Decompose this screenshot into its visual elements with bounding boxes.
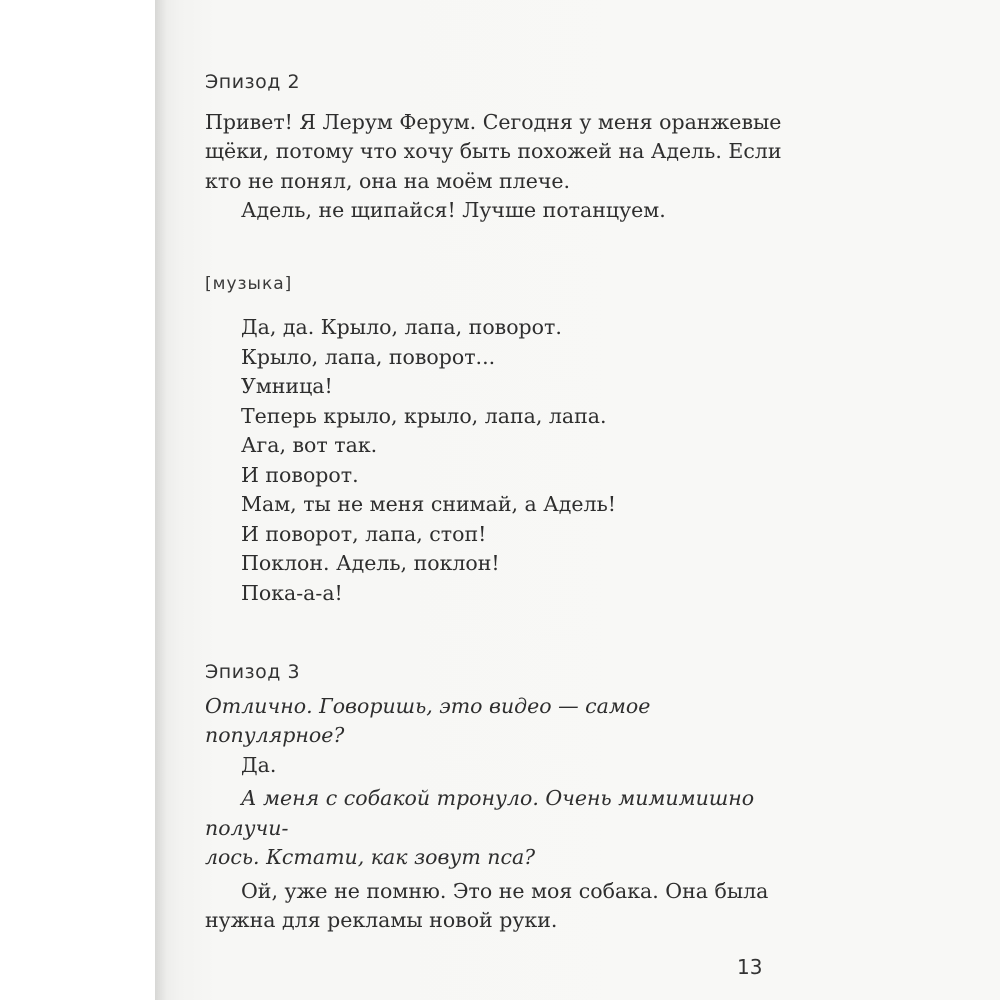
dance-line: Поклон. Адель, поклон! <box>241 551 500 575</box>
page-number: 13 <box>737 955 763 979</box>
interviewer-question: Отлично. Говоришь, это видео — самое популярное? <box>205 693 651 747</box>
intro-line: Привет! Я Лерум Ферум. Сегодня у меня оранжевые <box>205 109 782 134</box>
dance-line: И поворот, лапа, стоп! <box>241 521 487 546</box>
dance-line: Крыло, лапа, поворот... <box>241 344 496 369</box>
spacer <box>205 226 785 270</box>
dance-lines <box>205 313 785 608</box>
spacer <box>205 608 785 658</box>
answer-line: нужна для рекламы новой руки. <box>205 908 558 932</box>
dance-line: Мам, ты не меня снимай, а Адель! <box>241 492 616 516</box>
dance-line: Да, да. Крыло, лапа, поворот. <box>241 315 562 339</box>
page-text <box>205 68 785 936</box>
spine-shadow <box>155 0 167 1000</box>
dance-line: Теперь крыло, крыло, лапа, лапа. <box>241 403 607 428</box>
answer: Да. <box>241 752 277 777</box>
episode-3-dialogue <box>205 692 785 936</box>
dance-line: Пока-а-а! <box>241 580 343 605</box>
interviewer-question-line: А меня с собакой тронуло. Очень мимимишно получи- <box>205 786 755 840</box>
stage-direction-music: [музыка] <box>205 273 293 294</box>
dance-line: И поворот. <box>241 462 359 487</box>
dance-line: Умница! <box>241 374 333 398</box>
answer-line: Ой, уже не помню. Это не моя собака. Она была <box>241 878 769 903</box>
episode-3-heading: Эпизод 3 <box>205 661 301 683</box>
intro-line-dance-invite: Адель, не щипайся! Лучше потанцуем. <box>241 198 666 222</box>
episode-2-intro <box>205 108 785 226</box>
dance-line: Ага, вот так. <box>241 433 378 457</box>
intro-line: щёки, потому что хочу быть похожей на Адель. Если <box>205 139 782 163</box>
episode-2-heading: Эпизод 2 <box>205 71 301 93</box>
interviewer-question-line: лось. Кстати, как зовут пса? <box>205 845 536 869</box>
intro-line: кто не понял, она на моём плече. <box>205 168 571 193</box>
